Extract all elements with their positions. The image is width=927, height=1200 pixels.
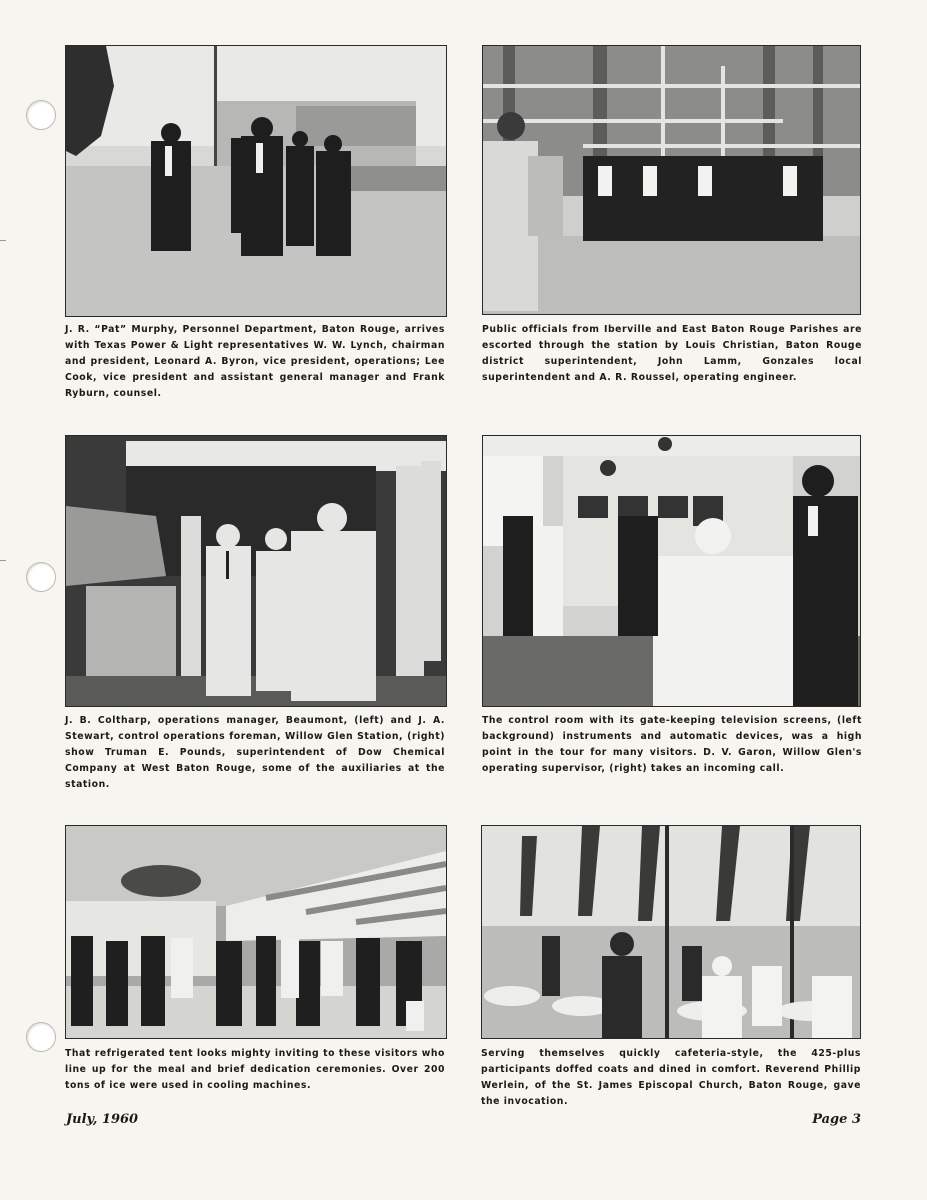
binder-hole xyxy=(26,100,56,130)
photo-control-room xyxy=(482,435,861,707)
photo-officials-escorted xyxy=(482,45,861,315)
caption-photo-6: Serving themselves quickly cafeteria-style, the 425-plus participants doffed coats and dined in comfort. Reverend Phillip Werlein, of the St. James Episcopal Church, Baton Rouge, gave the invocation. xyxy=(481,1048,861,1107)
binder-hole xyxy=(26,562,56,592)
binder-hole xyxy=(26,1022,56,1052)
photo-visitors-arriving xyxy=(65,45,447,317)
caption-photo-1: J. R. “Pat” Murphy, Personnel Department, Baton Rouge, arrives with Texas Power & Light representatives W. W. Lynch, chairman and president, Leonard A. Byron, vice president, operations; Lee Cook, vice president and assistant general manager and Frank Ryburn, counsel. xyxy=(65,324,445,399)
photo-refrigerated-tent xyxy=(65,825,447,1039)
caption-photo-5: That refrigerated tent looks mighty inviting to these visitors who line up for the meal and brief dedication ceremonies. Over 200 tons of ice were used in cooling machines. xyxy=(65,1048,445,1091)
caption-photo-4: The control room with its gate-keeping television screens, (left background) instruments and automatic devices, was a high point in the tour for many visitors. D. V. Garon, Willow Glen's operating supervisor, (right) takes an incoming call. xyxy=(482,715,862,774)
margin-tick xyxy=(0,560,6,561)
footer-page-number: Page 3 xyxy=(812,1112,861,1127)
photo-auxiliaries-tour xyxy=(65,435,447,707)
caption-photo-3: J. B. Coltharp, operations manager, Beaumont, (left) and J. A. Stewart, control operations foreman, Willow Glen Station, (right) show Truman E. Pounds, superintendent of Dow Chemical Company at West Baton Rouge, some of the auxiliaries at the station. xyxy=(65,715,445,790)
margin-tick xyxy=(0,240,6,241)
caption-photo-2: Public officials from Iberville and East Baton Rouge Parishes are escorted through the station by Louis Christian, Baton Rouge district superintendent, John Lamm, Gonzales local superintendent and A. R. Roussel, operating engineer. xyxy=(482,324,862,383)
footer-date: July, 1960 xyxy=(66,1112,139,1127)
photo-dining-tent xyxy=(481,825,861,1039)
